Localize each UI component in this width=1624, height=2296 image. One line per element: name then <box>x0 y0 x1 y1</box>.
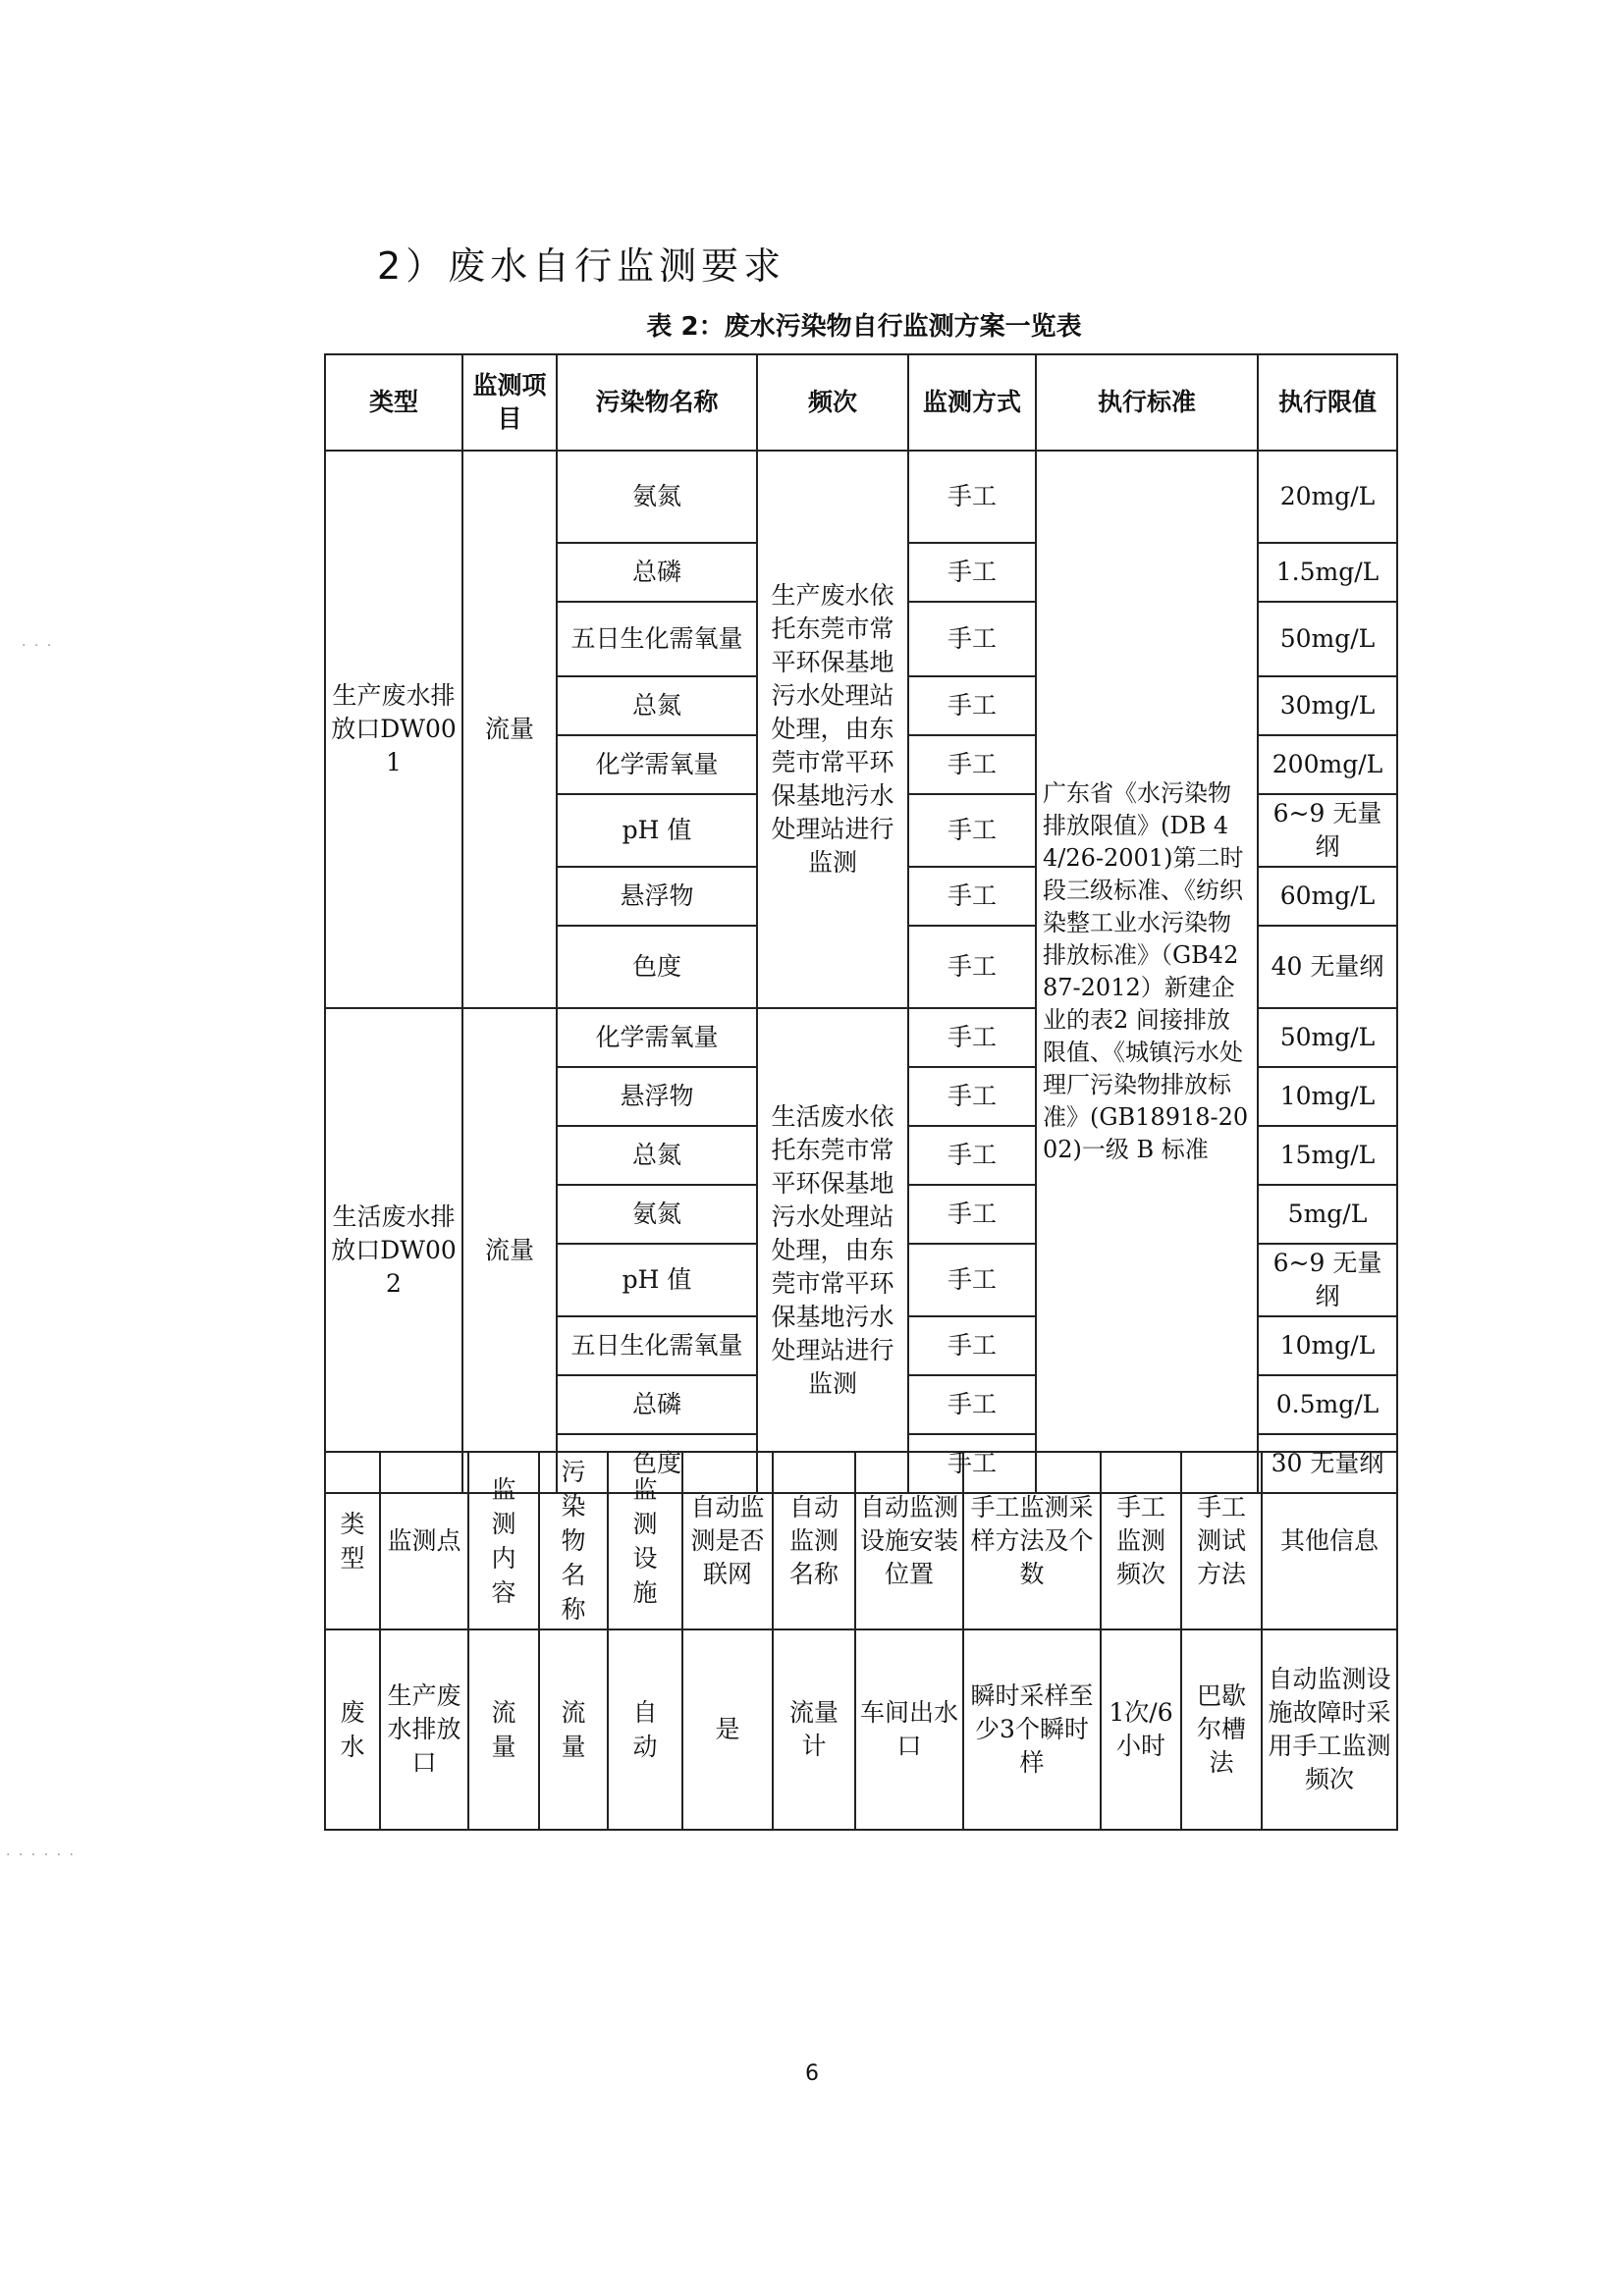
table-cell: 5mg/L <box>1258 1185 1397 1244</box>
table-cell: 手工 <box>908 1375 1036 1434</box>
table-cell: 30mg/L <box>1258 676 1397 735</box>
table-cell: 50mg/L <box>1258 1008 1397 1067</box>
t2-header-networked: 自动监测是否联网 <box>682 1452 773 1629</box>
table-cell: 手工 <box>908 794 1036 867</box>
t2-header-install-location: 自动监测设施安装位置 <box>855 1452 963 1629</box>
table-cell: 6~9 无量纲 <box>1258 1244 1397 1316</box>
table-cell: 色度 <box>557 1434 757 1493</box>
t2-cell-other: 自动监测设施故障时采用手工监测频次 <box>1262 1629 1397 1830</box>
header-pollutant: 污染物名称 <box>557 354 757 451</box>
section-heading: 2）废水自行监测要求 <box>377 244 786 288</box>
t2-cell-networked: 是 <box>682 1629 773 1830</box>
table-cell: 6~9 无量纲 <box>1258 794 1397 867</box>
t2-header-manual-frequency: 手工监测频次 <box>1101 1452 1181 1629</box>
group2-item: 流量 <box>462 1008 557 1493</box>
header-type: 类型 <box>325 354 462 451</box>
header-frequency: 频次 <box>757 354 908 451</box>
table-cell: 手工 <box>908 451 1036 543</box>
table-cell: 化学需氧量 <box>557 735 757 794</box>
t2-header-point: 监测点 <box>380 1452 468 1629</box>
table-cell: 总氮 <box>557 676 757 735</box>
table-cell: 氨氮 <box>557 451 757 543</box>
table-cell: 悬浮物 <box>557 867 757 926</box>
t2-cell-test-method: 巴歇尔槽法 <box>1181 1629 1262 1830</box>
t2-header-other: 其他信息 <box>1262 1452 1397 1629</box>
table-cell: 手工 <box>908 1185 1036 1244</box>
table-cell: 手工 <box>908 602 1036 676</box>
table-cell: 30 无量纲 <box>1258 1434 1397 1493</box>
table-cell: 手工 <box>908 926 1036 1008</box>
t2-header-auto-name: 自动监测名称 <box>773 1452 855 1629</box>
table-cell: 10mg/L <box>1258 1067 1397 1126</box>
table-cell: 悬浮物 <box>557 1067 757 1126</box>
table-cell: 手工 <box>908 543 1036 602</box>
t2-cell-auto-name: 流量计 <box>773 1629 855 1830</box>
group2-type: 生活废水排放口DW002 <box>325 1008 462 1493</box>
table-cell: 50mg/L <box>1258 602 1397 676</box>
t2-cell-content: 流量 <box>468 1629 539 1830</box>
table-cell: 总磷 <box>557 543 757 602</box>
t2-header-pollutant: 污染物名称 <box>539 1452 608 1629</box>
table-cell: 10mg/L <box>1258 1316 1397 1375</box>
table-cell: pH 值 <box>557 794 757 867</box>
t2-cell-point: 生产废水排放口 <box>380 1629 468 1830</box>
t2-cell-pollutant: 流量 <box>539 1629 608 1830</box>
page-number: 6 <box>805 2061 819 2086</box>
t2-cell-sampling: 瞬时采样至少3个瞬时样 <box>963 1629 1101 1830</box>
table-cell: 手工 <box>908 676 1036 735</box>
table-cell: pH 值 <box>557 1244 757 1316</box>
table-cell: 手工 <box>908 735 1036 794</box>
table-cell: 色度 <box>557 926 757 1008</box>
t2-header-test-method: 手工测试方法 <box>1181 1452 1262 1629</box>
table-caption: 表 2：废水污染物自行监测方案一览表 <box>646 312 1082 342</box>
t2-cell-manual-frequency: 1次/6小时 <box>1101 1629 1181 1830</box>
table-cell: 15mg/L <box>1258 1126 1397 1185</box>
t2-header-content: 监测内容 <box>468 1452 539 1629</box>
header-item: 监测项目 <box>462 354 557 451</box>
table-cell: 手工 <box>908 1244 1036 1316</box>
standard-cell: 广东省《水污染物排放限值》(DB 44/26-2001)第二时段三级标准、《纺织染整工业水污染物排放标准》（GB4287-2012）新建企业的表2 间接排放限值、《城镇污水处理厂污染物排放标准》(GB18918-2002)一级 B 标准 <box>1036 451 1258 1493</box>
table-cell: 1.5mg/L <box>1258 543 1397 602</box>
t2-cell-facility: 自动 <box>608 1629 682 1830</box>
table-cell: 手工 <box>908 1316 1036 1375</box>
group1-type: 生产废水排放口DW001 <box>325 451 462 1008</box>
group1-frequency: 生产废水依托东莞市常平环保基地污水处理站处理，由东莞市常平环保基地污水处理站进行监测 <box>757 451 908 1008</box>
header-method: 监测方式 <box>908 354 1036 451</box>
table-cell: 手工 <box>908 1434 1036 1493</box>
table-cell: 五日生化需氧量 <box>557 1316 757 1375</box>
table-cell: 总磷 <box>557 1375 757 1434</box>
t2-header-type: 类型 <box>325 1452 380 1629</box>
table-cell: 五日生化需氧量 <box>557 602 757 676</box>
table-cell: 手工 <box>908 1008 1036 1067</box>
t2-cell-install-location: 车间出水口 <box>855 1629 963 1830</box>
table-cell: 200mg/L <box>1258 735 1397 794</box>
group1-item: 流量 <box>462 451 557 1008</box>
table-cell: 手工 <box>908 1126 1036 1185</box>
t2-header-sampling: 手工监测采样方法及个数 <box>963 1452 1101 1629</box>
t2-header-facility: 监测设施 <box>608 1452 682 1629</box>
t2-cell-type: 废水 <box>325 1629 380 1830</box>
table-cell: 化学需氧量 <box>557 1008 757 1067</box>
header-limit: 执行限值 <box>1258 354 1397 451</box>
table-cell: 手工 <box>908 1067 1036 1126</box>
table-cell: 总氮 <box>557 1126 757 1185</box>
scan-mark: · · · · · · <box>6 1847 76 1863</box>
table-cell: 60mg/L <box>1258 867 1397 926</box>
table-cell: 20mg/L <box>1258 451 1397 543</box>
monitoring-plan-table <box>324 353 1398 1494</box>
group2-frequency: 生活废水依托东莞市常平环保基地污水处理站处理，由东莞市常平环保基地污水处理站进行监测 <box>757 1008 908 1493</box>
table-cell: 0.5mg/L <box>1258 1375 1397 1434</box>
table-cell: 氨氮 <box>557 1185 757 1244</box>
table-cell: 手工 <box>908 867 1036 926</box>
scan-mark: · · · <box>22 638 54 654</box>
auto-monitoring-table <box>324 1451 1398 1831</box>
table-cell: 40 无量纲 <box>1258 926 1397 1008</box>
header-standard: 执行标准 <box>1036 354 1258 451</box>
